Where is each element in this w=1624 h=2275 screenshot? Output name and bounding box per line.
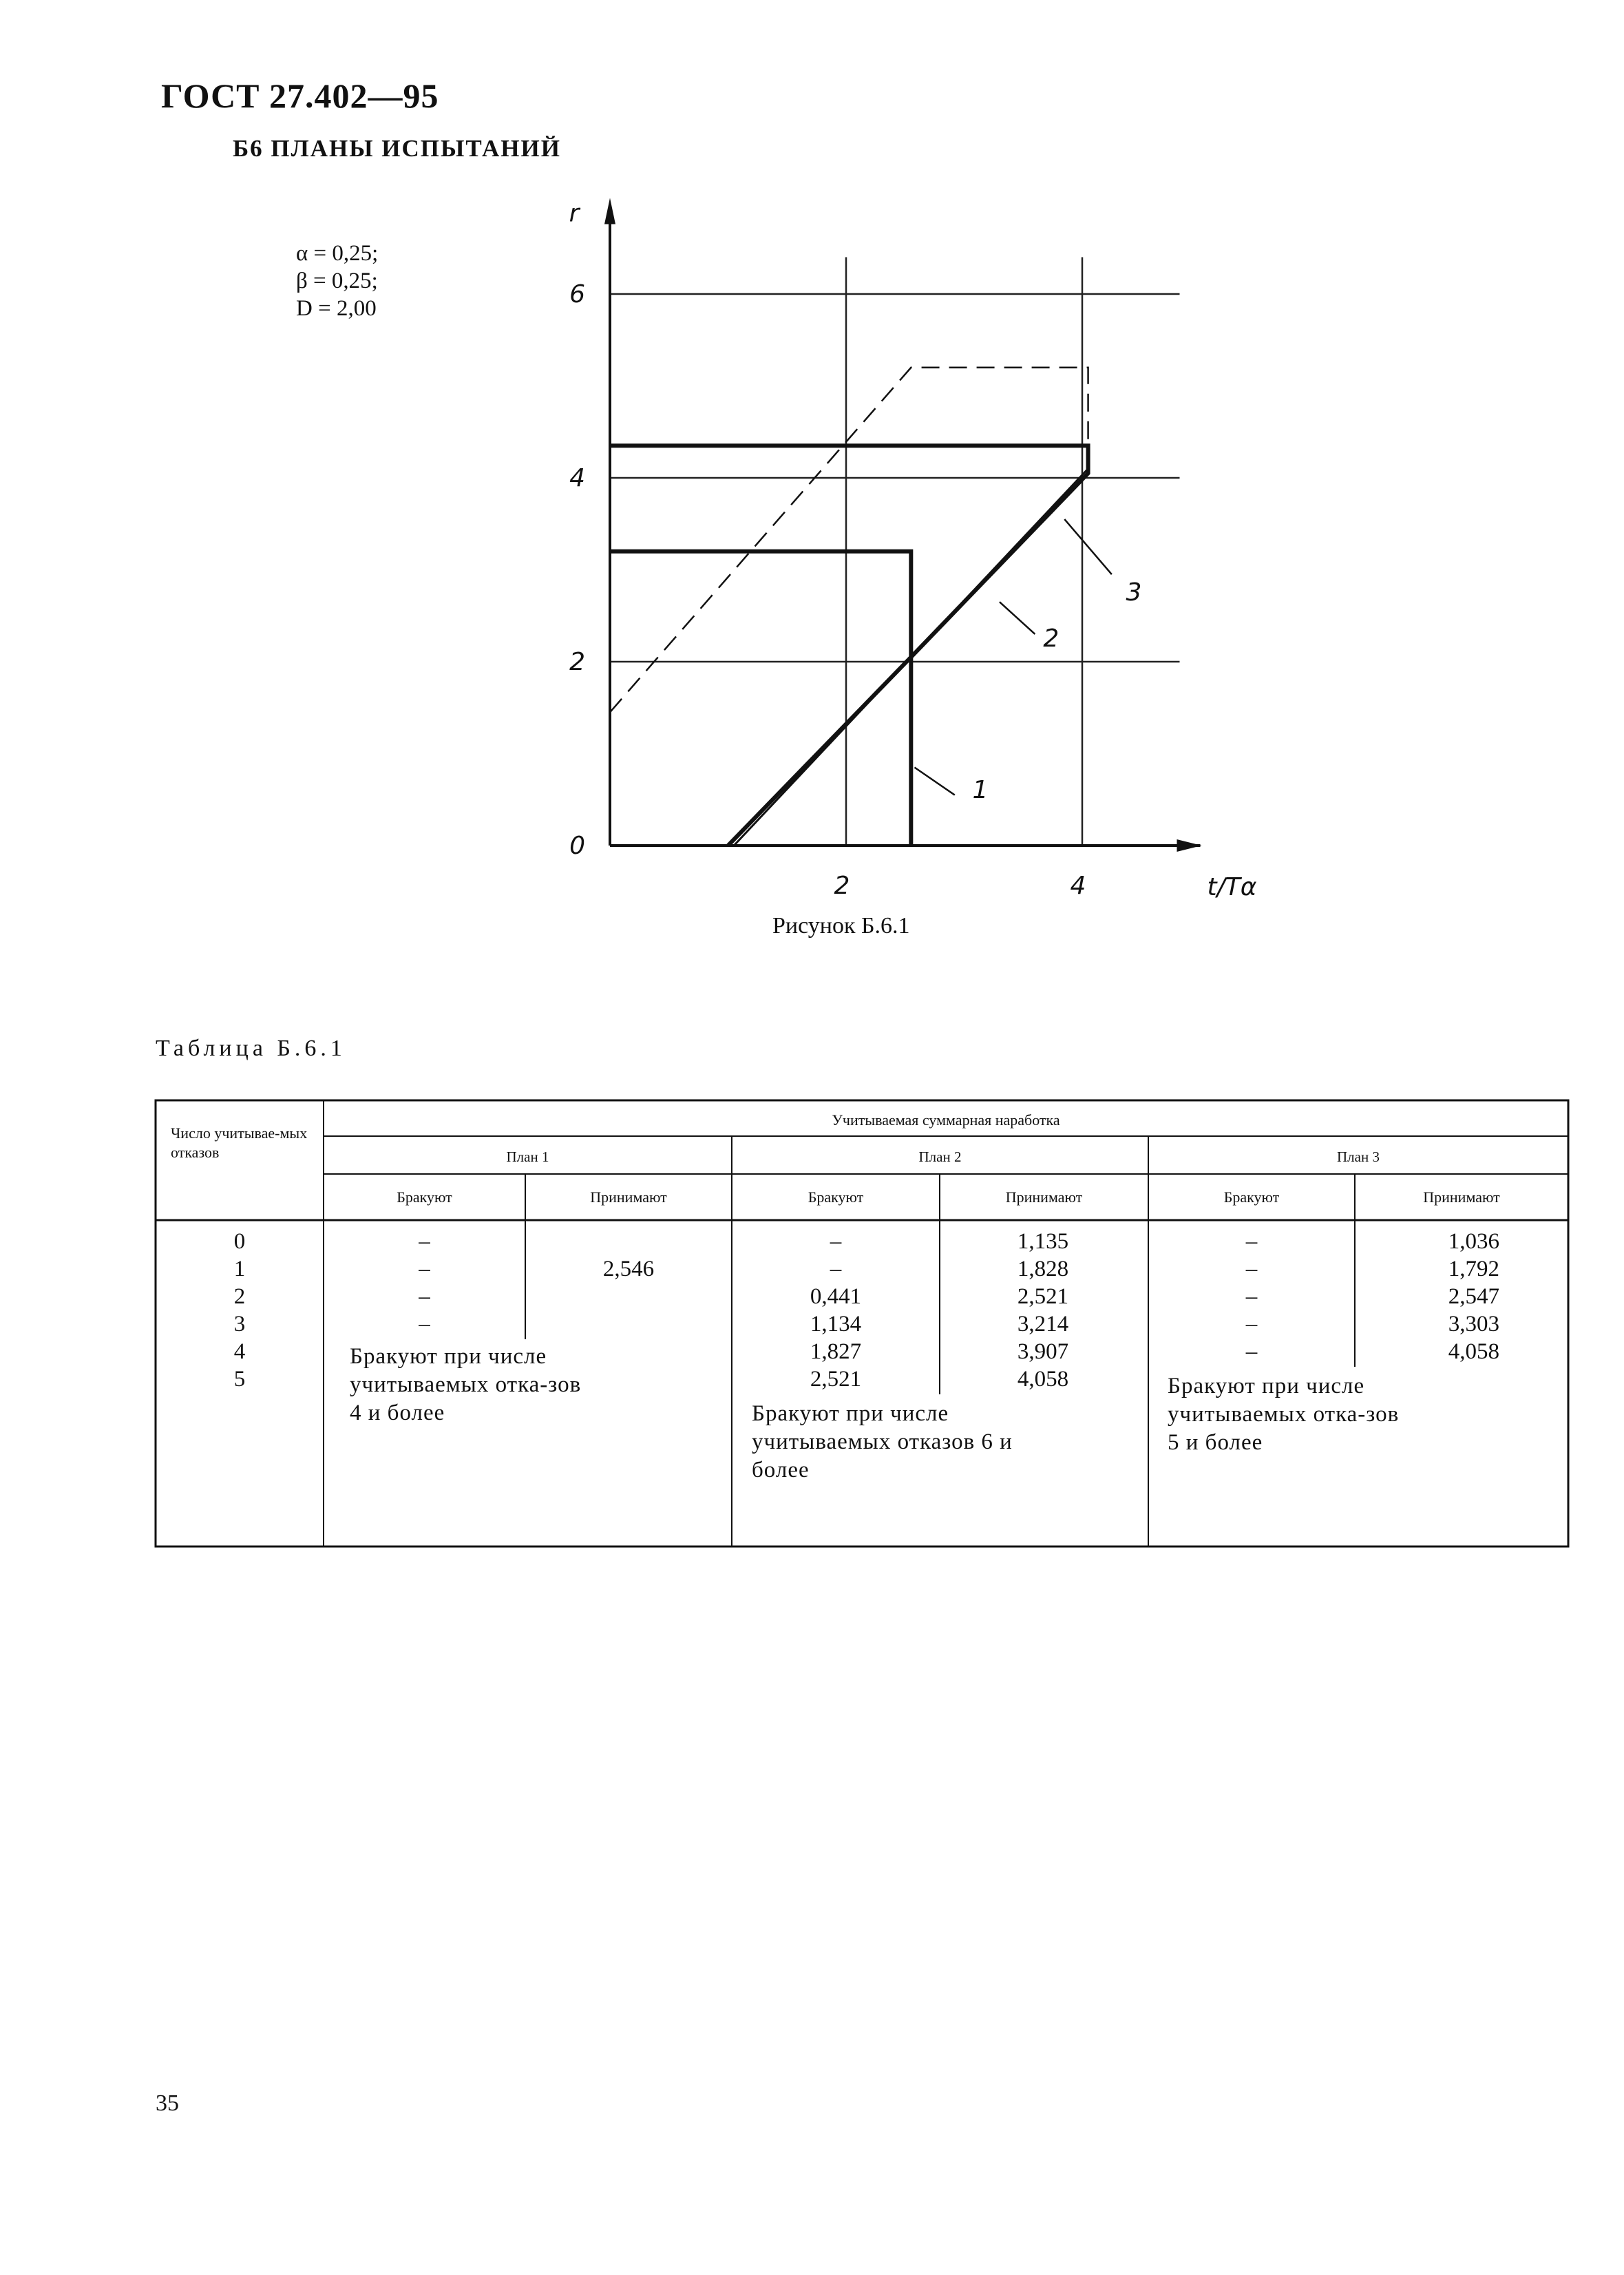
plan1-header: План 1 — [506, 1149, 549, 1165]
count-column-header: Число учитывае-мых отказов — [171, 1124, 308, 1161]
plan2-accept-cell: 2,521 — [1017, 1284, 1069, 1309]
plan3-reject-cell: – — [1245, 1257, 1258, 1281]
plan2-accept-cell: 1,828 — [1017, 1257, 1069, 1281]
plan2-reject-cell: 1,827 — [810, 1339, 862, 1364]
param-alpha: α = 0,25; — [296, 241, 379, 266]
plan2-accept-cell: 1,135 — [1017, 1229, 1069, 1254]
row-count-5: 5 — [233, 1367, 246, 1392]
plan3-reject-note: Бракуют при числе учитываемых отка-зов 5 и более — [1168, 1374, 1400, 1455]
plan3-reject-header: Бракуют — [1223, 1188, 1280, 1206]
section-title: Б6 ПЛАНЫ ИСПЫТАНИЙ — [233, 135, 561, 162]
table-caption: Таблица Б.6.1 — [156, 1036, 346, 1061]
plan3-header: План 3 — [1337, 1149, 1380, 1165]
plan1-reject-note: Бракуют при числе учитываемых отка-зов 4 и более — [350, 1344, 582, 1425]
plan1-reject-cell: – — [419, 1284, 430, 1309]
plan2-header: План 2 — [918, 1149, 962, 1165]
curve-label-1: 1 — [972, 776, 989, 805]
plan2-accept-header: Принимают — [1005, 1188, 1083, 1206]
plan3-accept-cell: 1,792 — [1448, 1257, 1499, 1281]
plan3-accept-header: Принимают — [1423, 1188, 1500, 1206]
plan3-accept-cell: 3,303 — [1448, 1312, 1499, 1336]
plan3-accept-cell: 1,036 — [1448, 1229, 1499, 1254]
x-axis-label: t/Tα — [1207, 873, 1257, 901]
figure-caption: Рисунок Б.6.1 — [772, 913, 910, 939]
document-header: ГОСТ 27.402—95 — [161, 76, 439, 115]
plan1-reject-cell: – — [419, 1229, 430, 1254]
plan1-reject-header: Бракуют — [397, 1188, 452, 1206]
row-count-0: 0 — [233, 1229, 246, 1254]
plan2-reject-cell: 2,521 — [810, 1367, 862, 1392]
plan2-accept-cell: 3,214 — [1017, 1312, 1069, 1336]
row-count-2: 2 — [233, 1284, 246, 1309]
plan2-accept-cell: 4,058 — [1017, 1367, 1069, 1392]
page-number: 35 — [156, 2090, 179, 2116]
x-tick-label-4: 4 — [1070, 872, 1086, 900]
row-count-4: 4 — [233, 1339, 246, 1364]
plan1-accept-cell: 2,546 — [602, 1257, 655, 1281]
plan1-accept-header: Принимают — [590, 1188, 667, 1206]
plan3-reject-cell: – — [1245, 1284, 1258, 1309]
curve-label-3: 3 — [1126, 578, 1142, 607]
plan2-reject-cell: 0,441 — [810, 1284, 862, 1309]
row-count-1: 1 — [233, 1257, 246, 1281]
y-axis-label: r — [569, 199, 580, 228]
plan3-reject-cell: – — [1245, 1312, 1258, 1336]
y-tick-label-0: 0 — [569, 832, 585, 860]
param-beta: β = 0,25; — [296, 269, 378, 293]
plan3-accept-cell: 2,547 — [1448, 1284, 1499, 1309]
plan2-accept-cell: 3,907 — [1017, 1339, 1069, 1364]
plan2-reject-cell: – — [830, 1229, 842, 1254]
plan3-reject-cell: – — [1245, 1339, 1258, 1364]
plan3-accept-cell: 4,058 — [1448, 1339, 1499, 1364]
x-tick-label-2: 2 — [834, 872, 850, 900]
plan1-reject-cell: – — [419, 1312, 430, 1336]
group-header: Учитываемая суммарная наработка — [832, 1111, 1060, 1129]
y-tick-label-6: 6 — [569, 280, 585, 308]
row-count-3: 3 — [233, 1312, 246, 1336]
plan3-reject-cell: – — [1245, 1229, 1258, 1254]
y-tick-label-4: 4 — [569, 464, 585, 492]
plan1-reject-cell: – — [419, 1257, 430, 1281]
plan2-reject-header: Бракуют — [808, 1188, 864, 1206]
param-d: D = 2,00 — [296, 296, 377, 321]
plan2-reject-cell: 1,134 — [810, 1312, 862, 1336]
plan2-reject-note: Бракуют при числе учитываемых отказов 6 и более — [752, 1401, 1013, 1482]
y-tick-label-2: 2 — [569, 648, 585, 676]
curve-label-2: 2 — [1043, 624, 1059, 653]
plan2-reject-cell: – — [830, 1257, 842, 1281]
